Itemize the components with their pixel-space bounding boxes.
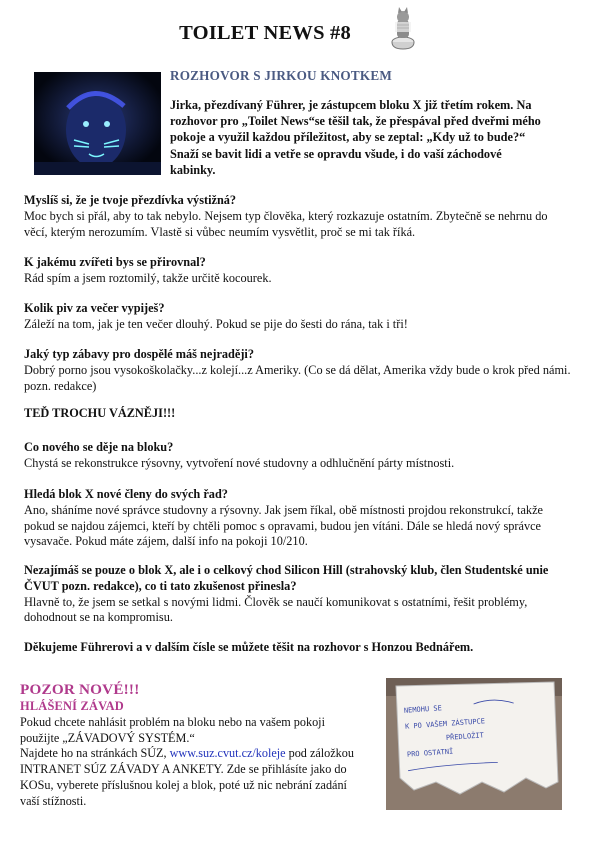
answer: Hlavně to, že jsem se setkal s novými lidmi. Člověk se naučí komunikovat s ostatními, řešit problémy, dohodnout se na kompromisu. xyxy=(24,594,528,625)
promo-text-after-link: pod záložkou INTRANET SÚZ ZÁVADY A ANKETY. Zde se přihlásíte jako do KOSu, vyberete příslušnou kolej a blok, poté už nic nebrání zadání vaší stížnosti. xyxy=(20,746,354,808)
answer: Rád spím a jsem roztomilý, takže určitě kocourek. xyxy=(24,270,272,285)
qa-item xyxy=(24,301,572,333)
thanks-note: Děkujeme Führerovi a v dalším čísle se můžete těšit na rozhovor s Honzou Bednářem. xyxy=(24,640,474,654)
suz-link[interactable]: www.suz.cvut.cz/koleje xyxy=(169,746,286,761)
answer: Dobrý porno jsou vysokoškolačky...z kolejí...z Ameriky. (Co se dá dělat, Amerika vždy bude o krok před námi. pozn. redakce) xyxy=(24,362,571,393)
handwritten-note-photo xyxy=(386,678,562,810)
promo-heading: POZOR NOVÉ!!! xyxy=(20,681,140,698)
question: K jakému zvířeti bys se přirovnal? xyxy=(24,255,206,269)
question: Nezajímáš se pouze o blok X, ale i o celkový chod Silicon Hill (strahovský klub, člen Studentské unie ČVUT pozn. redakce), co ti tato zkušenost přinesla? xyxy=(24,563,549,593)
qa-item xyxy=(24,255,572,287)
handwriting-line: NEMOHU SE xyxy=(403,704,443,715)
qa-item xyxy=(24,563,572,626)
interview-subtitle: ROZHOVOR S JIRKOU KNOTKEM xyxy=(170,68,392,83)
promo-text xyxy=(20,715,362,809)
question: Hledá blok X nové členy do svých řad? xyxy=(24,487,228,501)
promo-text-before-link: Najdete ho na stránkách SÚZ, xyxy=(20,746,170,761)
answer: Chystá se rekonstrukce rýsovny, vytvoření nové studovny a odhlučnění párty místnosti. xyxy=(24,455,455,470)
question: Myslíš si, že je tvoje přezdívka výstižná? xyxy=(24,193,237,207)
question: Kolik piv za večer vypiješ? xyxy=(24,301,165,315)
promo-paragraph-2 xyxy=(20,746,362,809)
newsletter-title: TOILET NEWS #8 xyxy=(179,22,351,44)
handwriting-line: PŘEDLOŽIT xyxy=(445,731,485,742)
question: Jaký typ zábavy pro dospělé máš nejraději? xyxy=(24,347,255,361)
qa-item xyxy=(24,440,572,472)
qa-item xyxy=(24,193,572,240)
section-heading: TEĎ TROCHU VÁZNĚJI!!! xyxy=(24,406,176,420)
handwriting-line: PRO OSTATNÍ xyxy=(406,747,454,759)
qa-item xyxy=(24,487,572,550)
interview-intro: Jirka, přezdívaný Führer, je zástupcem bloku X již třetím rokem. Na rozhovor pro „Toilet News“se těšil tak, že přespával před dveřmi mého pokoje a využil každou příležitost, aby se zeptal: „Kdy už to bude?“ Snaží se bavit lidi a vetře se opravdu všude, i do vaší záchodové kabinky. xyxy=(170,98,541,177)
promo-paragraph-1: Pokud chcete nahlásit problém na bloku nebo na vašem pokoji použijte „ZÁVADOVÝ SYSTÉM.“ xyxy=(20,715,325,745)
interviewee-photo xyxy=(34,72,161,175)
answer: Ano, sháníme nové správce studovny a rýsovny. Jak jsem říkal, obě místnosti projdou rekonstrukcí, takže pokud se najdou zájemci, kteří by chtěli pomoc s opravami, budou jen vítáni. Dále se hledá nový správce vysavače. Pokud máte zájem, další info na pokoji 10/210. xyxy=(24,502,543,549)
handwriting-line: K PO VAŠEM ZÁSTUPCE xyxy=(404,717,486,731)
answer: Moc bych si přál, aby to tak nebylo. Nejsem typ člověka, který rozkazuje ostatním. Zbytečně se nehrnu do věcí, kterým nerozumím. Vlastě si vůbec neumím vysvětlit, proč se mi tak říká. xyxy=(24,208,548,239)
qa-item xyxy=(24,347,572,394)
answer: Záleží na tom, jak je ten večer dlouhý. Pokud se pije do šesti do rána, tak i tři! xyxy=(24,316,408,331)
question: Co nového se děje na bloku? xyxy=(24,440,174,454)
cat-on-toilet-icon xyxy=(383,6,423,50)
promo-subheading: HLÁŠENÍ ZÁVAD xyxy=(20,699,124,713)
